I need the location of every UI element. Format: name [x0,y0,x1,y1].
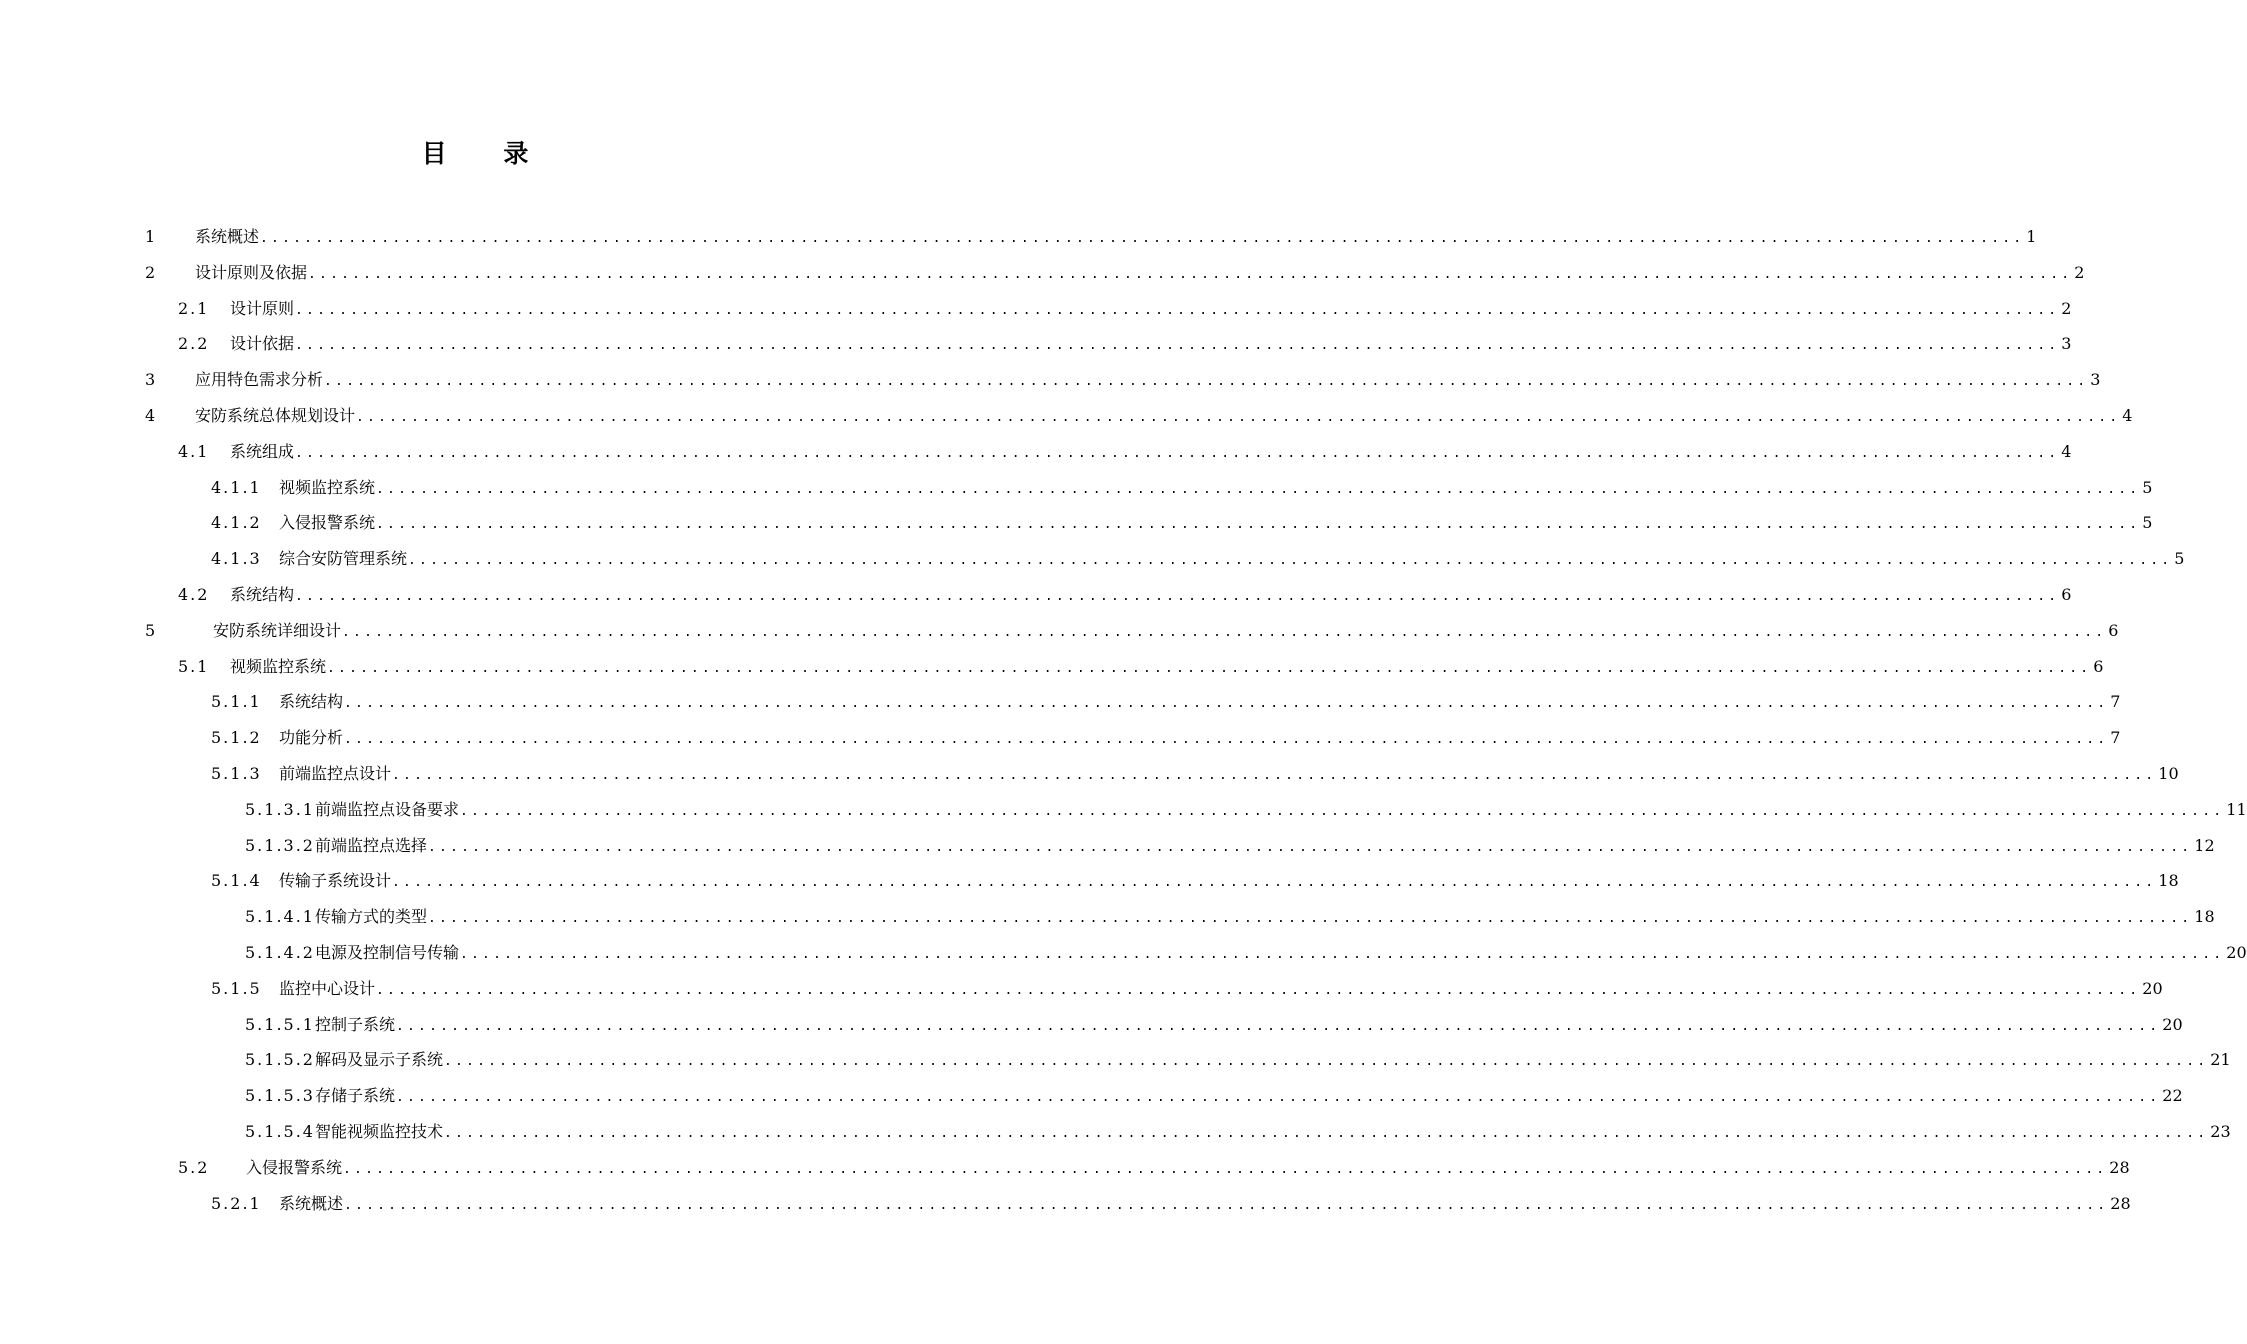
toc-entry-number: 4.1 [178,441,210,461]
toc-entry-number: 5.2 [178,1157,210,1177]
toc-entry-label: 入侵报警系统 [246,1157,343,1177]
toc-entry-label: 系统结构 [230,585,295,604]
toc-entry-number: 2.2 [178,334,210,354]
toc-entry[interactable] [211,546,2185,572]
dot-leader: ................................................................................................................................................................ [444,1054,2209,1070]
toc-entry[interactable] [145,260,2085,286]
toc-entry-label: 电源及控制信号传输 [314,943,459,962]
toc-entry-label: 功能分析 [279,728,344,748]
toc-entry-number: 5.1.4.2 [245,943,315,962]
toc-entry-page: 5 [2174,549,2185,569]
toc-entry-label: 系统组成 [230,441,295,461]
toc-entry[interactable] [245,940,2247,966]
toc-entry-number: 5.1 [178,656,210,676]
toc-entry[interactable] [211,761,2179,787]
toc-entry[interactable] [245,797,2247,823]
toc-entry[interactable] [211,725,2121,751]
dot-leader: ................................................................................................................................................................ [308,266,2073,282]
toc-entry[interactable] [211,868,2179,894]
toc-entry-page: 7 [2110,728,2121,748]
toc-entry-number: 5.1.5 [211,978,262,998]
toc-entry-page: 10 [2158,764,2179,783]
toc-entry-label: 监控中心设计 [279,978,376,998]
dot-leader: ................................................................................................................................................................ [460,947,2225,962]
toc-entry-number: 5.1.4.1 [245,907,315,927]
toc-entry-page: 20 [2142,978,2163,998]
toc-entry-number: 4.1.3 [211,549,262,569]
toc-entry-label: 设计原则及依据 [195,262,308,282]
toc-entry-page: 20 [2226,943,2247,962]
toc-entry[interactable] [245,904,2215,930]
toc-entry-number: 3 [145,370,158,390]
dot-leader: ................................................................................................................................................................ [260,231,2025,246]
toc-entry-label: 设计依据 [230,334,295,354]
dot-leader: ................................................................................................................................................................ [327,660,2092,676]
toc-entry-page: 2 [2061,298,2072,318]
toc-entry-label: 安防系统总体规划设计 [195,406,356,425]
toc-entry[interactable] [211,689,2121,715]
toc-entry-page: 1 [2026,227,2037,246]
toc-entry-page: 18 [2158,871,2179,891]
toc-entry-label: 前端监控点设备要求 [314,799,459,819]
dot-leader: ................................................................................................................................................................ [343,1161,2108,1177]
toc-entry[interactable] [245,1012,2183,1038]
toc-entry-number: 5.1.4 [211,871,262,891]
toc-entry-number: 4.1.1 [211,477,262,497]
toc-entry[interactable] [245,833,2215,859]
toc-entry-page: 3 [2090,370,2101,390]
toc-entry-page: 5 [2142,477,2153,497]
toc-entry[interactable] [178,296,2072,322]
toc-entry-label: 智能视频监控技术 [314,1122,443,1141]
toc-entry-number: 1 [145,227,158,246]
dot-leader: ................................................................................................................................................................ [344,732,2109,748]
toc-entry-number: 4 [145,406,158,425]
toc-entry[interactable] [211,510,2153,536]
toc-entry-label: 入侵报警系统 [279,513,376,533]
toc-entry[interactable] [178,439,2072,465]
dot-leader: ................................................................................................................................................................ [295,338,2060,354]
toc-entry-number: 5.1.1 [211,692,262,712]
dot-leader: ................................................................................................................................................................ [295,589,2060,604]
dot-leader: ................................................................................................................................................................ [356,410,2121,425]
toc-entry[interactable] [245,1119,2231,1145]
toc-entry-label: 前端监控点选择 [314,835,427,855]
dot-leader: ................................................................................................................................................................ [408,553,2173,569]
toc-entry-page: 2 [2074,262,2085,282]
toc-entry-label: 设计原则 [230,298,295,318]
toc-entry-number: 5.1.3.2 [245,835,315,855]
dot-leader: ................................................................................................................................................................ [392,875,2157,891]
dot-leader: ................................................................................................................................................................ [295,302,2060,318]
toc-entry-label: 视频监控系统 [230,656,327,676]
toc-entry-page: 7 [2110,692,2121,712]
dot-leader: ................................................................................................................................................................ [460,803,2225,819]
toc-entry[interactable] [145,367,2101,393]
toc-entry-number: 5.1.2 [211,728,262,748]
toc-entry[interactable] [178,582,2072,608]
toc-entry-number: 5.1.5.1 [245,1014,315,1034]
toc-entry-label: 应用特色需求分析 [195,370,324,390]
toc-entry-number: 4.1.2 [211,513,262,533]
toc-entry[interactable] [178,1155,2130,1181]
dot-leader: ................................................................................................................................................................ [324,374,2089,390]
toc-entry-page: 6 [2061,585,2072,604]
toc-entry-number: 5.1.3.1 [245,799,315,819]
toc-entry-number: 5.1.5.4 [245,1122,315,1141]
toc-entry-label: 解码及显示子系统 [314,1050,443,1070]
dot-leader: ................................................................................................................................................................ [344,1197,2109,1213]
toc-entry-number: 5.1.3 [211,764,262,783]
dot-leader: ................................................................................................................................................................ [396,1018,2161,1034]
dot-leader: ................................................................................................................................................................ [396,1090,2161,1106]
toc-entry[interactable] [245,1047,2231,1073]
dot-leader: ................................................................................................................................................................ [376,517,2141,533]
toc-entry-label: 综合安防管理系统 [279,549,408,569]
toc-entry-page: 22 [2162,1086,2183,1106]
toc-entry-number: 2 [145,262,158,282]
dot-leader: ................................................................................................................................................................ [344,696,2109,712]
toc-entry[interactable] [178,331,2072,357]
toc-entry-number: 2.1 [178,298,210,318]
toc-entry-page: 12 [2194,835,2215,855]
toc-entry[interactable] [245,1083,2183,1109]
toc-entry-page: 21 [2210,1050,2231,1070]
toc-entry[interactable] [145,224,2037,250]
toc-entry-label: 安防系统详细设计 [213,620,342,640]
toc-entry-page: 3 [2061,334,2072,354]
toc-entry[interactable] [211,1191,2131,1217]
dot-leader: ................................................................................................................................................................ [376,481,2141,497]
toc-entry-page: 28 [2110,1193,2131,1213]
toc-entry-label: 系统概述 [279,1193,344,1213]
toc-title: 目 录 [421,139,553,168]
toc-entry-label: 视频监控系统 [279,477,376,497]
toc-entry-page: 4 [2122,406,2133,425]
toc-entry-label: 存储子系统 [314,1086,395,1106]
toc-entry-number: 4.2 [178,585,210,604]
toc-entry[interactable] [145,618,2119,644]
toc-entry-number: 5.2.1 [211,1193,262,1213]
toc-entry-page: 23 [2210,1122,2231,1141]
dot-leader: ................................................................................................................................................................ [376,982,2141,998]
toc-entry[interactable] [178,654,2104,680]
toc-entry-label: 传输方式的类型 [314,907,427,927]
toc-entry-page: 4 [2061,441,2072,461]
toc-entry[interactable] [211,475,2153,501]
toc-entry-page: 6 [2108,620,2119,640]
toc-entry-label: 控制子系统 [314,1014,395,1034]
dot-leader: ................................................................................................................................................................ [444,1126,2209,1141]
toc-entry-page: 20 [2162,1014,2183,1034]
toc-entry-number: 5.1.5.3 [245,1086,315,1106]
toc-entry-label: 系统概述 [195,227,260,246]
toc-entry-page: 18 [2194,907,2215,927]
toc-entry[interactable] [211,976,2163,1002]
toc-entry-label: 系统结构 [279,692,344,712]
dot-leader: ................................................................................................................................................................ [392,768,2157,783]
toc-entry[interactable] [145,403,2133,429]
dot-leader: ................................................................................................................................................................ [342,624,2107,640]
dot-leader: ................................................................................................................................................................ [295,445,2060,461]
dot-leader: ................................................................................................................................................................ [428,839,2193,855]
dot-leader: ................................................................................................................................................................ [428,911,2193,927]
toc-entry-page: 5 [2142,513,2153,533]
toc-entry-number: 5.1.5.2 [245,1050,315,1070]
toc-entry-page: 6 [2093,656,2104,676]
toc-entry-page: 28 [2109,1157,2130,1177]
toc-entry-page: 11 [2226,799,2247,819]
toc-entry-label: 前端监控点设计 [279,764,392,783]
toc-entry-label: 传输子系统设计 [279,871,392,891]
toc-entry-number: 5 [145,620,158,640]
